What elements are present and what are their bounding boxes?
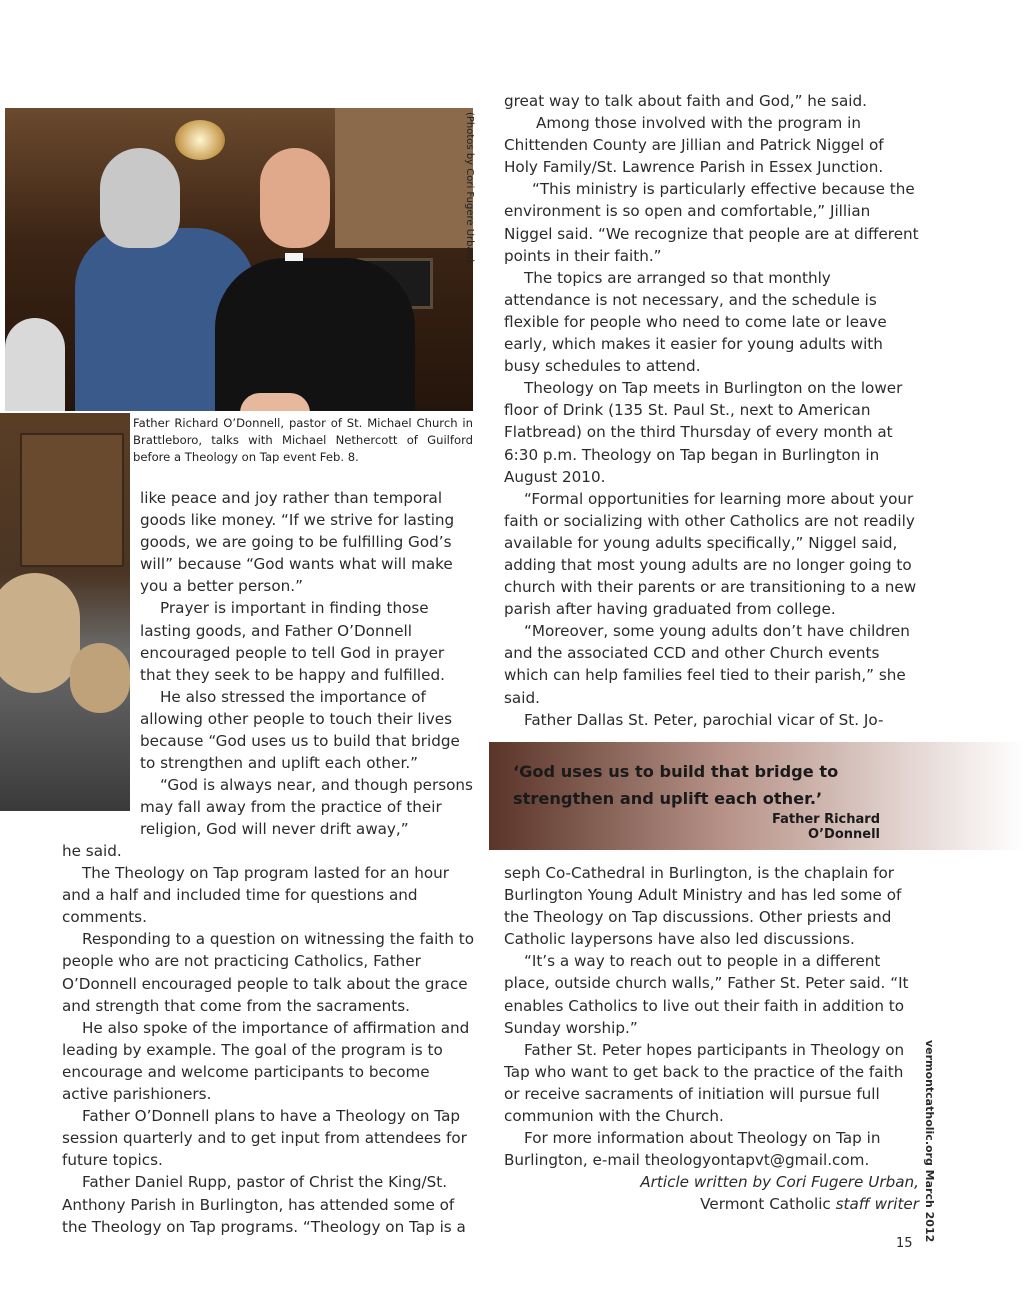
paragraph: Father St. Peter hopes participants in Theology on Tap who want to get back to the practice of the faith or receive sacraments of initiation will pursue full communion with the Church. <box>504 1040 905 1126</box>
paragraph: seph Co-Cathedral in Burlington, is the chaplain for Burlington Young Adult Ministry and has led some of the Theology on Tap discussions. Other priests and Catholic laypersons have also led discussions. <box>504 864 902 949</box>
photo-priest <box>215 258 415 411</box>
right-column-bottom <box>504 862 919 1216</box>
paragraph: He also stressed the importance of allowing other people to touch their lives because “God uses us to build that bridge to strengthen and uplift each other.” <box>140 687 460 773</box>
paragraph: great way to talk about faith and God,” he said. <box>504 92 867 110</box>
photo-head-left <box>100 148 180 248</box>
photo-wall <box>335 108 473 248</box>
paragraph: Father Dallas St. Peter, parochial vicar of St. Jo- <box>524 710 884 729</box>
side-photo-person <box>0 573 80 693</box>
paragraph: Father Daniel Rupp, pastor of Christ the King/St. Anthony Parish in Burlington, has attended some of the Theology on Tap programs. “Theology on Tap is a <box>62 1173 466 1236</box>
paragraph: Prayer is important in finding those lasting goods, and Father O’Donnell encouraged people to tell God in prayer that they seek to be happy and fulfilled. <box>140 599 445 684</box>
paragraph: like peace and joy rather than temporal goods like money. “If we strive for lasting goods, we are going to be fulfilling God’s will” because “God wants what will make you a better person.” <box>140 489 455 596</box>
pull-quote-attribution: Father Richard O’Donnell <box>771 812 880 842</box>
photo-caption: Father Richard O’Donnell, pastor of St. Michael Church in Brattleboro, talks with Michael Nethercott of Guilford before a Theology on Tap event Feb. 8. <box>133 416 473 464</box>
page-number: 15 <box>896 1236 913 1251</box>
photo-credit-text: (Photos by Cori Fugere Urban) <box>464 112 475 263</box>
left-column-bottom <box>62 840 476 1238</box>
photo-head-right <box>260 148 330 248</box>
photo-lamp <box>175 120 225 160</box>
side-photo <box>0 413 130 811</box>
paragraph: For more information about Theology on Tap in Burlington, e-mail theologyontapvt@gmail.com. <box>504 1129 881 1170</box>
paragraph: “Formal opportunities for learning more about your faith or socializing with other Catholics are not readily available for young adults specifically,” Niggel said, adding that most young adults are no longer going to church with their parents or are transitioning to a new parish after having graduated from college. <box>504 489 917 619</box>
photo-background-person <box>5 318 65 411</box>
paragraph: he said. <box>62 842 122 860</box>
pull-quote-text: ‘God uses us to build that bridge to strengthen and uplift each other.’ <box>513 762 839 808</box>
paragraph: “Moreover, some young adults don’t have children and the associated CCD and other Church events which can help families feel tied to their parish,” she said. <box>504 622 910 707</box>
photo-credit <box>461 112 477 262</box>
side-footer-text: vermontcatholic.org March 2012 <box>923 1040 936 1243</box>
paragraph: The topics are arranged so that monthly attendance is not necessary, and the schedule is flexible for people who need to come late or leave early, which makes it easier for young adults with busy schedules to attend. <box>504 268 887 376</box>
right-column-top <box>504 90 919 731</box>
paragraph: “God is always near, and though persons may fall away from the practice of their religion, God will never drift away,” <box>140 776 473 839</box>
paragraph: Father O’Donnell plans to have a Theology on Tap session quarterly and to get input from attendees for future topics. <box>62 1107 467 1170</box>
paragraph: Responding to a question on witnessing the faith to people who are not practicing Catholics, Father O’Donnell encouraged people to talk about the grace and strength that come from the sacraments. <box>62 930 475 1015</box>
side-footer <box>922 1040 938 1243</box>
side-photo-person-2 <box>70 643 130 713</box>
byline <box>504 1171 919 1215</box>
main-photo <box>5 108 473 411</box>
side-photo-door <box>20 433 124 567</box>
byline-role: staff writer <box>835 1195 919 1214</box>
paragraph: “This ministry is particularly effective because the environment is so open and comfortable,” Jillian Niggel said. “We recognize that people are at different points in their faith.” <box>504 180 919 265</box>
byline-publication: Vermont Catholic <box>700 1195 831 1214</box>
byline-line-1: Article written by Cori Fugere Urban, <box>640 1173 919 1192</box>
photo-collar <box>285 253 303 261</box>
paragraph: Theology on Tap meets in Burlington on the lower floor of Drink (135 St. Paul St., next to American Flatbread) on the third Thursday of every month at 6:30 p.m. Theology on Tap began in Burlington in August 2010. <box>504 379 903 486</box>
paragraph: “It’s a way to reach out to people in a different place, outside church walls,” Father St. Peter said. “It enables Catholics to live out their faith in addition to Sunday worship.” <box>504 952 909 1037</box>
left-column-top <box>140 487 475 841</box>
paragraph: The Theology on Tap program lasted for an hour and a half and included time for questions and comments. <box>62 864 449 927</box>
paragraph: He also spoke of the importance of affirmation and leading by example. The goal of the program is to encourage and welcome participants to become active parishioners. <box>62 1018 470 1104</box>
photo-hand <box>240 393 310 411</box>
paragraph: Among those involved with the program in Chittenden County are Jillian and Patrick Niggel of Holy Family/St. Lawrence Parish in Essex Junction. <box>504 114 884 177</box>
